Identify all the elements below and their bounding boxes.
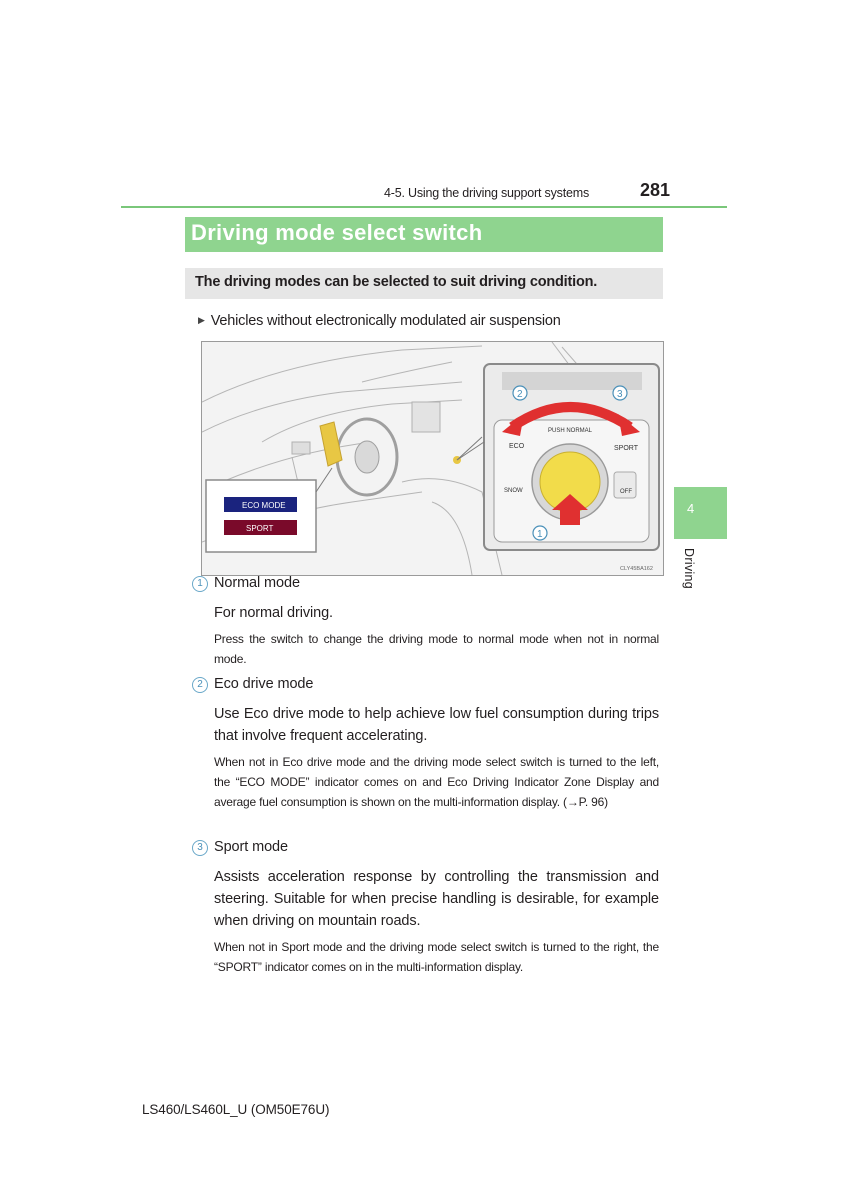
- item-number: 1: [192, 576, 208, 592]
- item-main-text: For normal driving.: [214, 605, 333, 621]
- callout-1: 1: [537, 529, 543, 540]
- triangle-bullet-icon: ▶: [198, 315, 205, 325]
- chapter-label: Driving: [682, 548, 696, 589]
- header-section: 4-5. Using the driving support systems: [384, 186, 589, 200]
- chapter-tab: [674, 487, 727, 539]
- bullet-text: Vehicles without electronically modulated air suspension: [210, 313, 561, 329]
- item-note: Press the switch to change the driving mode to normal mode when not in normal mode.: [214, 632, 659, 666]
- bullet-line: [198, 313, 561, 329]
- eco-label: ECO: [509, 443, 525, 450]
- item-title: Sport mode: [214, 839, 288, 855]
- callout-3: 3: [617, 389, 623, 400]
- footer-model: LS460/LS460L_U (OM50E76U): [142, 1102, 330, 1117]
- sport-label: SPORT: [614, 445, 638, 452]
- lead-text: The driving modes can be selected to suit driving condition.: [195, 274, 598, 290]
- item-number: 2: [192, 677, 208, 693]
- eco-mode-indicator: ECO MODE: [242, 501, 286, 510]
- item-eco-mode: [192, 676, 313, 693]
- item-sport-mode: [192, 839, 288, 856]
- sport-indicator: SPORT: [246, 524, 274, 533]
- item-main-text: Use Eco drive mode to help achieve low fuel consumption during trips that involve frequent accelerating.: [214, 706, 659, 744]
- cockpit-illustration: [202, 342, 663, 575]
- callout-2: 2: [517, 389, 523, 400]
- page-number: 281: [640, 180, 671, 200]
- item-note: When not in Sport mode and the driving mode select switch is turned to the right, the “SPORT” indicator comes on in the multi-information display.: [214, 940, 659, 974]
- figure-code: CLY45BA162: [620, 566, 653, 572]
- lead-box: [185, 268, 663, 299]
- snow-label: SNOW: [504, 488, 523, 494]
- item-normal-mode: [192, 575, 300, 592]
- chapter-number: 4: [687, 501, 695, 516]
- page-title: Driving mode select switch: [191, 220, 483, 245]
- item-title: Eco drive mode: [214, 676, 314, 692]
- item-title: Normal mode: [214, 575, 300, 591]
- header-rule: [121, 206, 727, 208]
- push-normal-label: PUSH NORMAL: [548, 428, 593, 434]
- illustration: [201, 341, 664, 576]
- item-note: When not in Eco drive mode and the driving mode select switch is turned to the left, the “ECO MODE” indicator comes on and Eco Driving Indicator Zone Display and average fuel consumption is shown on the multi-information display. (→P. 96): [214, 755, 659, 809]
- title-bar: [185, 217, 663, 252]
- item-number: 3: [192, 840, 208, 856]
- item-main-text: Assists acceleration response by controlling the transmission and steering. Suitable for when precise handling is desirable, for example when driving on mountain roads.: [214, 869, 659, 929]
- off-label: OFF: [620, 489, 632, 495]
